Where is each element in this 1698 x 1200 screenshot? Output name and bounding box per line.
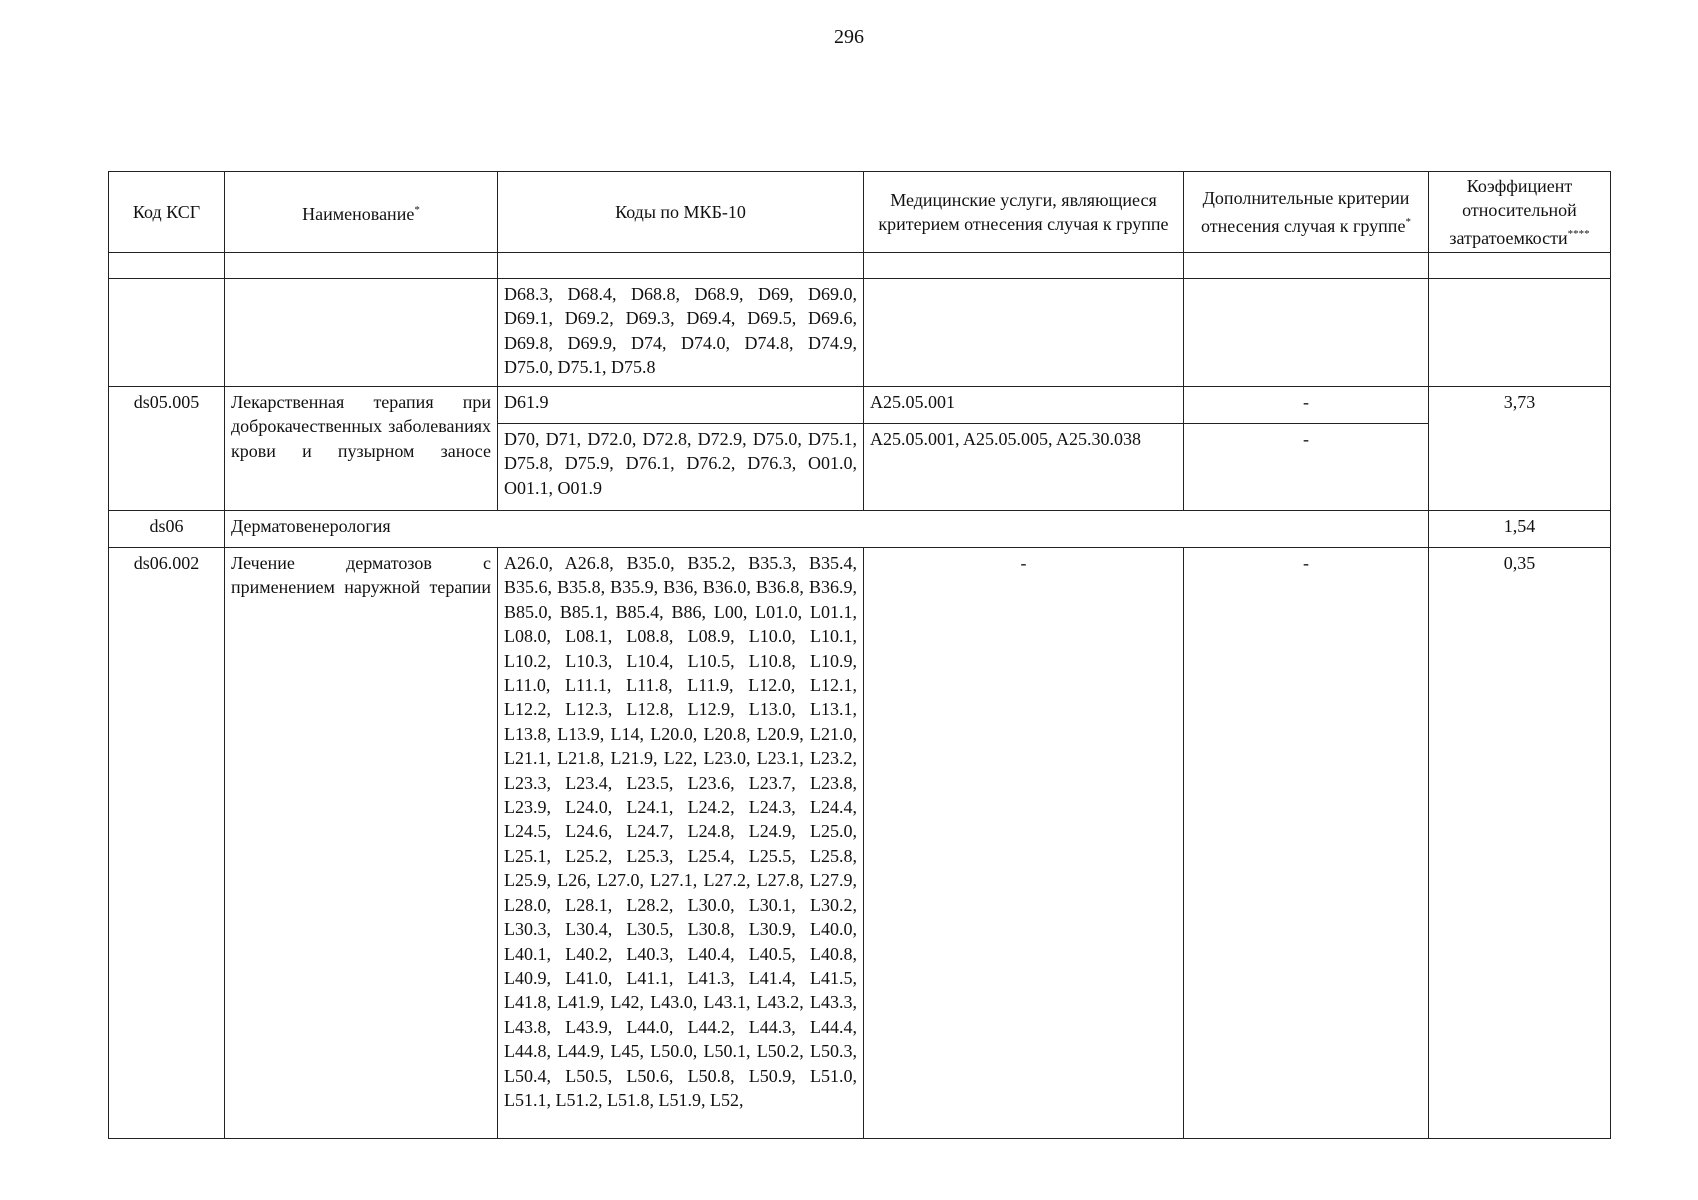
services-cell: A25.05.001 (864, 387, 1184, 424)
mkb-cell: D70, D71, D72.0, D72.8, D72.9, D75.0, D75.1, D75.8, D75.9, D76.1, D76.2, D76.3, O01.0, O01.1, O01.9 (498, 424, 864, 511)
extra-cell: - (1184, 387, 1429, 424)
footnote-mark: * (1405, 216, 1411, 228)
spacer-cell (225, 253, 498, 279)
spacer-cell (498, 253, 864, 279)
ksg-table (108, 171, 1611, 1139)
code-cell: ds06.002 (109, 548, 225, 1139)
code-cell: ds05.005 (109, 387, 225, 511)
section-title-cell: Дерматовенерология (225, 511, 1429, 548)
coef-cell: 3,73 (1429, 387, 1611, 511)
table-row (109, 279, 1611, 387)
spacer-cell (109, 253, 225, 279)
footnote-mark: **** (1567, 228, 1590, 240)
mkb-cell: D68.3, D68.4, D68.8, D68.9, D69, D69.0, D69.1, D69.2, D69.3, D69.4, D69.5, D69.6, D69.8, D69.9, D74, D74.0, D74.8, D74.9, D75.0, D75.1, D75.8 (498, 279, 864, 387)
mkb-cell: D61.9 (498, 387, 864, 424)
extra-cell: - (1184, 548, 1429, 1139)
header-mkb: Коды по МКБ-10 (498, 172, 864, 253)
header-code: Код КСГ (109, 172, 225, 253)
footnote-mark: * (414, 204, 420, 216)
coef-cell: 1,54 (1429, 511, 1611, 548)
header-spacer-row (109, 253, 1611, 279)
mkb-cell: A26.0, A26.8, B35.0, B35.2, B35.3, B35.4, B35.6, B35.8, B35.9, B36, B36.0, B36.8, B36.9, B85.0, B85.1, B85.4, B86, L00, L01.0, L01.1, L08.0, L08.1, L08.8, L08.9, L10.0, L10.1, L10.2, L10.3, L10.4, L10.5, L10.8, L10.9, L11.0, L11.1, L11.8, L11.9, L12.0, L12.1, L12.2, L12.3, L12.8, L12.9, L13.0, L13.1, L13.8, L13.9, L14, L20.0, L20.8, L20.9, L21.0, L21.1, L21.8, L21.9, L22, L23.0, L23.1, L23.2, L23.3, L23.4, L23.5, L23.6, L23.7, L23.8, L23.9, L24.0, L24.1, L24.2, L24.3, L24.4, L24.5, L24.6, L24.7, L24.8, L24.9, L25.0, L25.1, L25.2, L25.3, L25.4, L25.5, L25.8, L25.9, L26, L27.0, L27.1, L27.2, L27.8, L27.9, L28.0, L28.1, L28.2, L30.0, L30.1, L30.2, L30.3, L30.4, L30.5, L30.8, L30.9, L40.0, L40.1, L40.2, L40.3, L40.4, L40.5, L40.8, L40.9, L41.0, L41.1, L41.3, L41.4, L41.5, L41.8, L41.9, L42, L43.0, L43.1, L43.2, L43.3, L43.8, L43.9, L44.0, L44.2, L44.3, L44.4, L44.8, L44.9, L45, L50.0, L50.1, L50.2, L50.3, L50.4, L50.5, L50.6, L50.8, L50.9, L51.0, L51.1, L51.2, L51.8, L51.9, L52, (498, 548, 864, 1139)
table-row (109, 387, 1611, 424)
name-cell: Лечение дерматозов с применением наружной терапии (225, 548, 498, 1139)
spacer-cell (1429, 253, 1611, 279)
extra-cell (1184, 279, 1429, 387)
services-cell: A25.05.001, A25.05.005, A25.30.038 (864, 424, 1184, 511)
header-row (109, 172, 1611, 253)
name-cell: Лекарственная терапия при доброкачественных заболеваниях крови и пузырном заносе (225, 387, 498, 511)
header-extra-criteria: Дополнительные критерии отнесения случая к группе* (1184, 172, 1429, 253)
spacer-cell (1184, 253, 1429, 279)
header-coefficient: Коэффициент относительной затратоемкости**** (1429, 172, 1611, 253)
name-cell (225, 279, 498, 387)
header-services: Медицинские услуги, являющиеся критерием отнесения случая к группе (864, 172, 1184, 253)
services-cell (864, 279, 1184, 387)
code-cell (109, 279, 225, 387)
table-row (109, 548, 1611, 1139)
services-cell: - (864, 548, 1184, 1139)
coef-cell: 0,35 (1429, 548, 1611, 1139)
code-cell: ds06 (109, 511, 225, 548)
table-header (109, 172, 1611, 279)
page-number: 296 (834, 26, 864, 48)
spacer-cell (864, 253, 1184, 279)
extra-cell: - (1184, 424, 1429, 511)
section-row (109, 511, 1611, 548)
header-name: Наименование* (225, 172, 498, 253)
coef-cell (1429, 279, 1611, 387)
